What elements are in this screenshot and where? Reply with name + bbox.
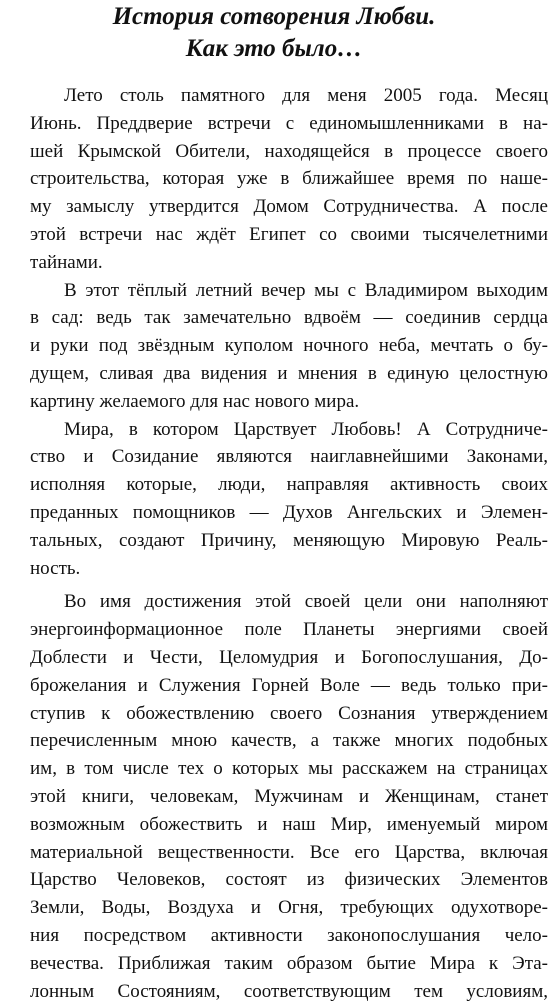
paragraph: [30, 82, 548, 277]
text-line: тайнами.: [30, 249, 548, 277]
text-line: Июнь. Преддверие встречи с единомышленниками в на-: [30, 110, 548, 138]
text-line: этой книги, человекам, Мужчинам и Женщинам, станет: [30, 783, 548, 811]
text-line: перечисленным мною качеств, а также многих подобных: [30, 727, 548, 755]
text-line: Во имя достижения этой своей цели они наполняют: [30, 588, 548, 616]
text-line: ступив к обожествлению своего Сознания утверждением: [30, 700, 548, 728]
text-line: энергоинформационное поле Планеты энергиями своей: [30, 616, 548, 644]
paragraph: [30, 416, 548, 583]
text-line: им, в том числе тех о которых мы расскажем на страницах: [30, 755, 548, 783]
text-line: картину желаемого для нас нового мира.: [30, 388, 548, 416]
text-line: возможным обожествить и наш Мир, именуемый миром: [30, 811, 548, 839]
text-line: Царство Человеков, состоят из физических Элементов: [30, 866, 548, 894]
text-line: лонным Состояниям, соответствующим тем условиям,: [30, 978, 548, 1005]
text-line: и руки под звёздным куполом ночного неба, мечтать о бу-: [30, 332, 548, 360]
text-line: Доблести и Чести, Целомудрия и Богопослушания, До-: [30, 644, 548, 672]
text-line: дущем, сливая два видения и мнения в единую целостную: [30, 360, 548, 388]
text-line: В этот тёплый летний вечер мы с Владимиром выходим: [30, 277, 548, 305]
text-line: му замыслу утвердится Домом Сотрудничества. А после: [30, 193, 548, 221]
text-line: Лето столь памятного для меня 2005 года. Месяц: [30, 82, 548, 110]
text-line: строительства, которая уже в ближайшее время по наше-: [30, 165, 548, 193]
text-line: Земли, Воды, Воздуха и Огня, требующих одухотворе-: [30, 894, 548, 922]
text-line: Мира, в котором Царствует Любовь! А Сотрудниче-: [30, 416, 548, 444]
chapter-title-line-1: История сотворения Любви.: [0, 2, 548, 32]
text-line: этой встречи нас ждёт Египет со своими тысячелетними: [30, 221, 548, 249]
text-line: ство и Созидание являются наиглавнейшими Законами,: [30, 443, 548, 471]
text-line: материальной вещественности. Все его Царства, включая: [30, 839, 548, 867]
body-text: [30, 82, 548, 1005]
text-line: шей Крымской Обители, находящейся в процессе своего: [30, 138, 548, 166]
text-line: брожелания и Служения Горней Воле — ведь только при-: [30, 672, 548, 700]
text-line: в сад: ведь так замечательно вдвоём — соединив сердца: [30, 304, 548, 332]
chapter-title-line-2: Как это было…: [0, 34, 548, 64]
paragraph: [30, 588, 548, 1005]
text-line: тальных, создают Причину, меняющую Мировую Реаль-: [30, 527, 548, 555]
text-line: преданных помощников — Духов Ангельских и Элемен-: [30, 499, 548, 527]
text-line: ния посредством активности законопослушания чело-: [30, 922, 548, 950]
text-line: ность.: [30, 555, 548, 583]
text-line: исполняя которые, люди, направляя активность своих: [30, 471, 548, 499]
text-line: вечества. Приближая таким образом бытие Мира к Эта-: [30, 950, 548, 978]
paragraph: [30, 277, 548, 416]
